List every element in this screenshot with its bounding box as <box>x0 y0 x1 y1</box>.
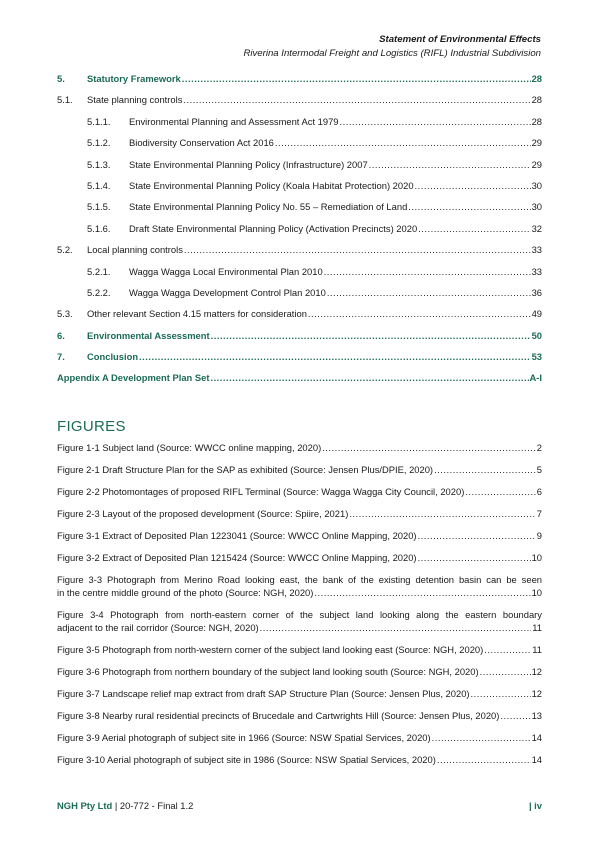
toc-entry-number: 5.1.3. <box>87 158 111 170</box>
figure-entry-page: 13 <box>531 710 542 721</box>
toc-entry[interactable] <box>57 329 542 350</box>
dot-leader <box>322 441 536 454</box>
dot-leader <box>327 286 531 300</box>
figure-entry-page: 14 <box>531 732 542 743</box>
toc-entry[interactable] <box>57 72 542 93</box>
toc-entry-page: 32 <box>531 222 542 234</box>
dot-leader <box>314 586 530 599</box>
toc-entry-page: 30 <box>531 201 542 213</box>
dot-leader <box>418 222 530 236</box>
figure-entry-title: Figure 1-1 Subject land (Source: WWCC online mapping, 2020) <box>57 442 322 453</box>
toc-entry-number: 5.1.5. <box>87 201 111 213</box>
page-header <box>243 33 541 61</box>
figure-entry[interactable] <box>57 665 542 678</box>
toc-entry[interactable] <box>57 222 542 243</box>
figure-entry-page: 14 <box>531 754 542 765</box>
dot-leader <box>139 350 531 364</box>
figure-entry-page: 12 <box>531 666 542 677</box>
toc-entry[interactable] <box>57 371 542 392</box>
dot-leader <box>418 551 531 564</box>
toc-entry-number: 5.1.2. <box>87 137 111 149</box>
toc-entry-number: 5.2. <box>57 244 73 256</box>
toc-entry-number: 5.1.4. <box>87 179 111 191</box>
dot-leader <box>369 158 531 172</box>
page-footer <box>57 800 542 811</box>
toc-entry[interactable] <box>57 350 542 371</box>
toc-entry-number: 6. <box>57 329 65 341</box>
figure-entry-page: 9 <box>536 530 542 541</box>
figure-entry[interactable] <box>57 731 542 744</box>
toc-entry-number: 5.1.1. <box>87 115 111 127</box>
figures-heading: FIGURES <box>57 418 126 435</box>
figure-entry-page: 10 <box>531 552 542 563</box>
dot-leader <box>418 529 536 542</box>
toc-entry-title: Environmental Planning and Assessment Act 1979 <box>129 115 339 127</box>
toc-entry-title: Wagga Wagga Local Environmental Plan 2010 <box>129 265 323 277</box>
figure-entry-page: 11 <box>532 644 542 655</box>
dot-leader <box>324 265 531 279</box>
figure-entry-title: Figure 2-1 Draft Structure Plan for the SAP as exhibited (Source: Jensen Plus/DPIE, 2020) <box>57 464 434 475</box>
dot-leader <box>340 115 531 129</box>
toc-entry-number: 5.1.6. <box>87 222 111 234</box>
figure-entry[interactable] <box>57 441 542 454</box>
figure-entry-page: 12 <box>531 688 542 699</box>
toc-entry[interactable] <box>57 286 542 307</box>
dot-leader <box>408 200 530 214</box>
figure-entry-title: Figure 2-3 Layout of the proposed development (Source: Spiire, 2021) <box>57 508 349 519</box>
figure-entry-page: 11 <box>532 622 542 633</box>
toc-entry-title: Environmental Assessment <box>87 329 210 341</box>
toc-entry-title: Conclusion <box>87 351 139 363</box>
figure-entry[interactable] <box>57 753 542 766</box>
figure-entry-title: Figure 3-3 Photograph from Merino Road looking east, the bank of the existing detention basin can be seen <box>57 574 542 585</box>
dot-leader <box>184 243 531 257</box>
figure-entry-title: Figure 3-1 Extract of Deposited Plan 1223041 (Source: WWCC Online Mapping, 2020) <box>57 530 417 541</box>
toc-entry-page: 49 <box>531 308 542 320</box>
figure-entry-title: Figure 3-8 Nearby rural residential precincts of Brucedale and Cartwrights Hill (Source: Jensen Plus, 2020) <box>57 710 500 721</box>
figure-entry-page: 7 <box>536 508 542 519</box>
dot-leader <box>415 179 531 193</box>
dot-leader <box>465 485 535 498</box>
toc-entry-page: 36 <box>531 286 542 298</box>
document-title: Statement of Environmental Effects <box>379 34 541 45</box>
toc-entry[interactable] <box>57 115 542 136</box>
dot-leader <box>183 93 530 107</box>
toc-entry-number: 7. <box>57 351 65 363</box>
figure-entry-title: Figure 3-4 Photograph from north-eastern corner of the subject land looking along the eastern boundary <box>57 609 542 620</box>
dot-leader <box>500 709 530 722</box>
toc-entry-title: State Environmental Planning Policy No. 55 – Remediation of Land <box>129 201 408 213</box>
figure-entry[interactable] <box>57 709 542 722</box>
toc-entry-title: State Environmental Planning Policy (Infrastructure) 2007 <box>129 158 368 170</box>
toc-entry-page: 28 <box>531 115 542 127</box>
toc-entry-title: Draft State Environmental Planning Policy (Activation Precincts) 2020 <box>129 222 418 234</box>
toc-entry[interactable] <box>57 158 542 179</box>
toc-entry-page: 30 <box>531 179 542 191</box>
toc-entry-title: Appendix A Development Plan Set <box>57 372 210 384</box>
figure-entry-title: Figure 3-6 Photograph from northern boundary of the subject land looking south (Source: NGH, 2020) <box>57 666 479 677</box>
figure-entry[interactable] <box>57 643 542 656</box>
toc-entry-title: State Environmental Planning Policy (Koala Habitat Protection) 2020 <box>129 179 414 191</box>
toc-entry-number: 5. <box>57 73 65 84</box>
dot-leader <box>484 643 531 656</box>
table-of-contents <box>57 72 542 393</box>
dot-leader <box>434 463 536 476</box>
figure-entry-title-continued: adjacent to the rail corridor (Source: NGH, 2020) <box>57 622 259 633</box>
figure-entry[interactable] <box>57 529 542 542</box>
list-of-figures <box>57 441 542 775</box>
toc-entry[interactable] <box>57 243 542 264</box>
figure-entry[interactable] <box>57 573 542 599</box>
toc-entry[interactable] <box>57 200 542 221</box>
toc-entry-page: 29 <box>531 137 542 149</box>
dot-leader <box>349 507 535 520</box>
toc-entry-page: 33 <box>531 244 542 256</box>
figure-entry-page: 2 <box>536 442 542 453</box>
toc-entry[interactable] <box>57 179 542 200</box>
dot-leader <box>471 687 531 700</box>
toc-entry[interactable] <box>57 307 542 328</box>
toc-entry-number: 5.3. <box>57 308 73 320</box>
figure-entry[interactable] <box>57 687 542 700</box>
dot-leader <box>437 753 531 766</box>
figure-entry-title: Figure 3-9 Aerial photograph of subject site in 1966 (Source: NSW Spatial Services, 2020) <box>57 732 431 743</box>
figure-entry[interactable] <box>57 463 542 476</box>
toc-entry-page: 28 <box>531 94 542 106</box>
toc-entry-title: Biodiversity Conservation Act 2016 <box>129 137 274 149</box>
toc-entry-page: 33 <box>531 265 542 277</box>
footer-company: NGH Pty Ltd <box>57 800 113 811</box>
dot-leader <box>211 329 531 343</box>
dot-leader <box>480 665 531 678</box>
figure-entry-title: Figure 2-2 Photomontages of proposed RIFL Terminal (Source: Wagga Wagga City Council, 2020) <box>57 486 465 497</box>
figure-entry[interactable] <box>57 551 542 564</box>
figure-entry-title: Figure 3-7 Landscape relief map extract from draft SAP Structure Plan (Source: Jensen Plus, 2020) <box>57 688 470 699</box>
toc-entry-page: 28 <box>531 73 542 84</box>
figure-entry-title-continued: in the centre middle ground of the photo (Source: NGH, 2020) <box>57 587 314 598</box>
dot-leader <box>182 72 531 86</box>
dot-leader <box>260 621 532 634</box>
toc-entry-page: 29 <box>531 158 542 170</box>
toc-entry[interactable] <box>57 93 542 114</box>
figure-entry-page: 5 <box>536 464 542 475</box>
figure-entry-page: 10 <box>531 587 542 598</box>
figure-entry[interactable] <box>57 608 542 634</box>
toc-entry-title: Other relevant Section 4.15 matters for consideration <box>87 308 307 320</box>
toc-entry-title: Local planning controls <box>87 244 183 256</box>
dot-leader <box>308 307 531 321</box>
dot-leader <box>432 731 531 744</box>
footer-page-number: | iv <box>528 800 542 811</box>
toc-entry-number: 5.1. <box>57 94 73 106</box>
figure-entry-title: Figure 3-5 Photograph from north-western corner of the subject land looking east (Source: NGH, 2020) <box>57 644 484 655</box>
toc-entry-page: A-I <box>529 372 542 384</box>
toc-entry-page: 53 <box>531 351 542 363</box>
dot-leader <box>210 371 528 385</box>
toc-entry-number: 5.2.2. <box>87 286 111 298</box>
dot-leader <box>275 136 531 150</box>
figure-entry-title: Figure 3-2 Extract of Deposited Plan 1215424 (Source: WWCC Online Mapping, 2020) <box>57 552 417 563</box>
figure-entry-page: 6 <box>536 486 542 497</box>
toc-entry-title: Statutory Framework <box>87 73 181 84</box>
toc-entry[interactable] <box>57 136 542 157</box>
toc-entry[interactable] <box>57 265 542 286</box>
figure-entry[interactable] <box>57 485 542 498</box>
figure-entry[interactable] <box>57 507 542 520</box>
figure-entry-title: Figure 3-10 Aerial photograph of subject site in 1986 (Source: NSW Spatial Services, 2020) <box>57 754 436 765</box>
toc-entry-number: 5.2.1. <box>87 265 111 277</box>
toc-entry-title: Wagga Wagga Development Control Plan 2010 <box>129 286 326 298</box>
toc-entry-page: 50 <box>531 329 542 341</box>
toc-entry-title: State planning controls <box>87 94 183 106</box>
footer-document-ref: | 20-772 - Final 1.2 <box>112 800 194 811</box>
document-subtitle: Riverina Intermodal Freight and Logistics (RIFL) Industrial Subdivision <box>243 48 541 59</box>
